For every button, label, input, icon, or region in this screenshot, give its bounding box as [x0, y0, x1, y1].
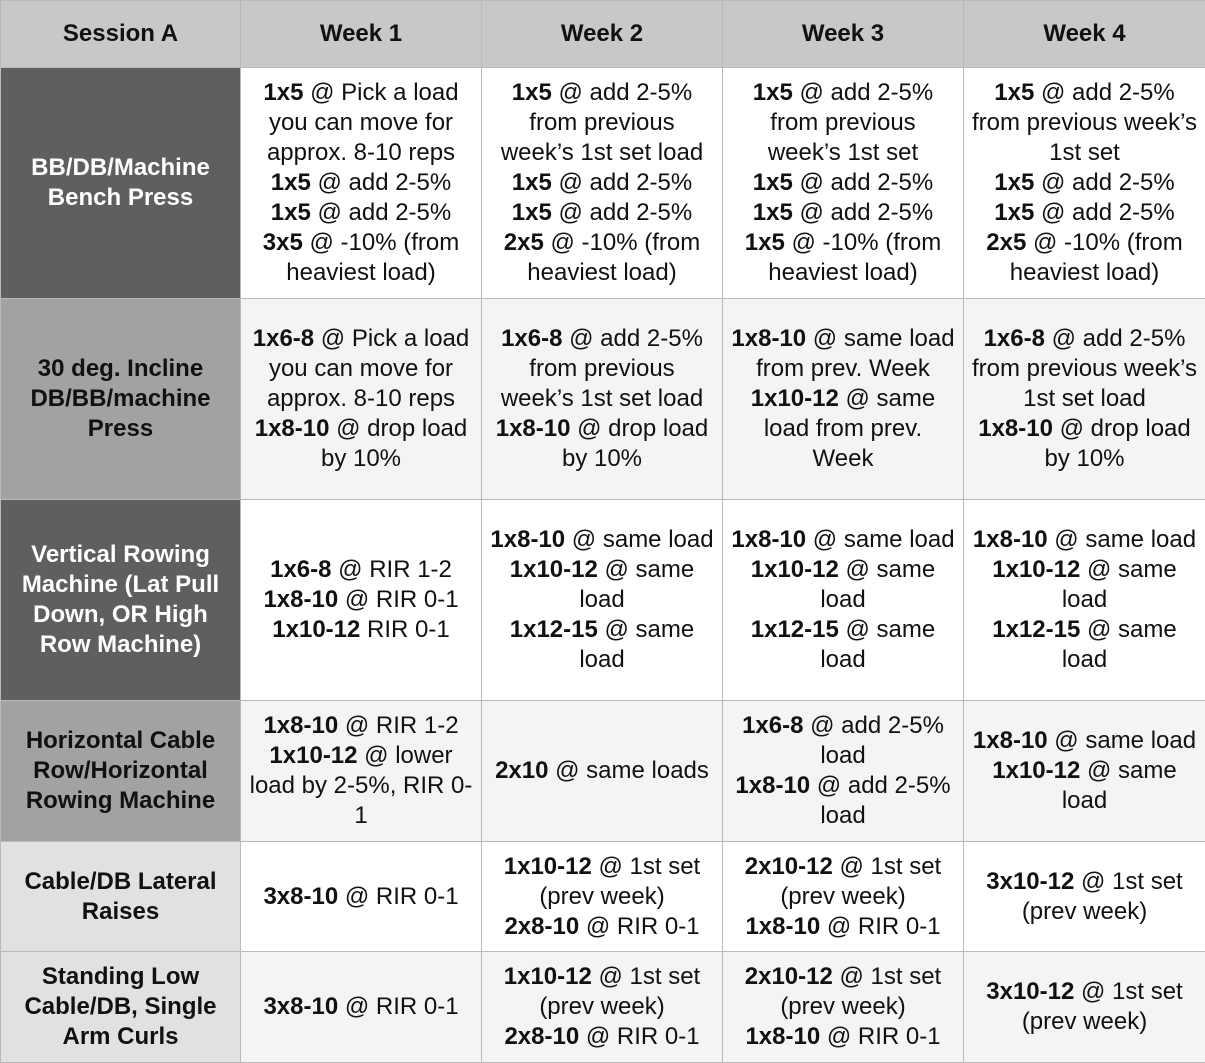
set-prescription — [490, 324, 714, 414]
set-scheme: 1x10-12 — [269, 742, 357, 769]
set-prescription — [972, 78, 1197, 168]
table-row — [1, 299, 1205, 500]
set-scheme: 1x5 — [753, 169, 793, 196]
set-prescription — [731, 168, 955, 198]
set-prescription — [972, 198, 1197, 228]
set-instruction: @ same load — [1062, 757, 1177, 814]
set-scheme: 1x8-10 — [263, 712, 338, 739]
set-instruction: @ same load from prev. Week — [756, 325, 955, 382]
set-scheme: 1x10-12 — [504, 853, 592, 880]
set-prescription — [249, 324, 473, 414]
week-cell — [482, 500, 723, 701]
set-prescription — [972, 555, 1197, 615]
set-scheme: 1x8-10 — [731, 325, 806, 352]
set-prescription — [972, 615, 1197, 675]
set-scheme: 2x5 — [504, 229, 544, 256]
set-instruction: @ 1st set (prev week) — [780, 963, 941, 1020]
set-scheme: 2x10-12 — [745, 853, 833, 880]
week-cell — [964, 952, 1205, 1063]
set-prescription — [490, 615, 714, 675]
exercise-name: BB/DB/Machine Bench Press — [1, 68, 241, 299]
set-prescription — [972, 324, 1197, 414]
set-prescription — [249, 228, 473, 288]
set-instruction: @ Pick a load you can move for approx. 8-10 reps — [267, 79, 459, 166]
set-prescription — [972, 525, 1197, 555]
set-instruction: @ RIR 0-1 — [338, 993, 458, 1020]
week-cell — [482, 842, 723, 952]
set-instruction: @ same load — [820, 556, 935, 613]
set-instruction: @ add 2-5% — [1034, 199, 1174, 226]
set-scheme: 1x8-10 — [745, 1023, 820, 1050]
set-prescription — [731, 555, 955, 615]
week-cell — [482, 701, 723, 842]
set-prescription — [490, 912, 714, 942]
set-scheme: 1x8-10 — [745, 913, 820, 940]
set-instruction: @ add 2-5% from previous week’s 1st set — [972, 79, 1197, 166]
set-instruction: @ RIR 0-1 — [579, 913, 699, 940]
set-instruction: @ drop load by 10% — [321, 415, 467, 472]
set-instruction: @ RIR 0-1 — [579, 1023, 699, 1050]
set-prescription — [731, 962, 955, 1022]
set-prescription — [249, 615, 473, 645]
set-instruction: @ same loads — [548, 757, 708, 784]
set-prescription — [249, 414, 473, 474]
set-instruction: @ -10% (from heaviest load) — [286, 229, 459, 286]
set-scheme: 2x10 — [495, 757, 548, 784]
set-scheme: 1x10-12 — [751, 556, 839, 583]
set-instruction: @ same load — [579, 616, 694, 673]
set-scheme: 1x8-10 — [255, 415, 330, 442]
set-scheme: 1x5 — [512, 199, 552, 226]
week-cell — [241, 68, 482, 299]
set-prescription — [490, 1022, 714, 1052]
set-scheme: 1x5 — [512, 79, 552, 106]
set-scheme: 1x10-12 — [504, 963, 592, 990]
set-prescription — [490, 198, 714, 228]
set-scheme: 1x6-8 — [270, 556, 331, 583]
week-cell — [482, 68, 723, 299]
set-scheme: 1x6-8 — [742, 712, 803, 739]
table-row — [1, 842, 1205, 952]
set-prescription — [972, 867, 1197, 927]
set-instruction: @ add 2-5% — [311, 169, 451, 196]
week-cell — [241, 842, 482, 952]
set-scheme: 1x5 — [271, 169, 311, 196]
set-instruction: @ RIR 0-1 — [820, 913, 940, 940]
set-instruction: @ RIR 1-2 — [332, 556, 452, 583]
set-scheme: 3x5 — [263, 229, 303, 256]
set-instruction: @ add 2-5% load — [803, 712, 943, 769]
set-scheme: 1x8-10 — [263, 586, 338, 613]
set-prescription — [731, 1022, 955, 1052]
table-row — [1, 952, 1205, 1063]
set-scheme: 1x8-10 — [496, 415, 571, 442]
set-prescription — [249, 882, 473, 912]
set-scheme: 1x12-15 — [992, 616, 1080, 643]
set-prescription — [731, 615, 955, 675]
set-instruction: RIR 0-1 — [360, 616, 449, 643]
table-row — [1, 701, 1205, 842]
week-cell — [723, 952, 964, 1063]
set-instruction: @ same load — [1062, 616, 1177, 673]
set-prescription — [490, 756, 714, 786]
set-instruction: @ add 2-5% from previous week’s 1st set load — [501, 79, 703, 166]
set-instruction: @ same load — [806, 526, 954, 553]
set-prescription — [249, 78, 473, 168]
set-scheme: 3x8-10 — [263, 883, 338, 910]
set-prescription — [249, 992, 473, 1022]
set-instruction: @ 1st set (prev week) — [539, 853, 700, 910]
set-instruction: @ 1st set (prev week) — [1022, 868, 1183, 925]
header-week-4: Week 4 — [964, 1, 1205, 68]
set-prescription — [490, 852, 714, 912]
set-instruction: @ add 2-5% — [1034, 169, 1174, 196]
set-prescription — [490, 78, 714, 168]
set-prescription — [972, 726, 1197, 756]
set-prescription — [731, 384, 955, 474]
set-instruction: @ add 2-5% load — [810, 772, 950, 829]
set-prescription — [249, 555, 473, 585]
set-instruction: @ RIR 0-1 — [338, 586, 458, 613]
set-scheme: 2x5 — [986, 229, 1026, 256]
set-instruction: @ RIR 0-1 — [338, 883, 458, 910]
header-row — [1, 1, 1205, 68]
set-scheme: 1x10-12 — [510, 556, 598, 583]
set-prescription — [972, 756, 1197, 816]
set-scheme: 1x8-10 — [973, 526, 1048, 553]
set-instruction: @ -10% (from heaviest load) — [768, 229, 941, 286]
set-scheme: 1x6-8 — [984, 325, 1045, 352]
week-cell — [241, 701, 482, 842]
set-scheme: 1x6-8 — [501, 325, 562, 352]
set-scheme: 1x10-12 — [272, 616, 360, 643]
header-week-2: Week 2 — [482, 1, 723, 68]
exercise-name: Standing Low Cable/DB, Single Arm Curls — [1, 952, 241, 1063]
set-prescription — [249, 585, 473, 615]
set-instruction: @ add 2-5% from previous week’s 1st set load — [972, 325, 1197, 412]
set-scheme: 1x12-15 — [751, 616, 839, 643]
set-instruction: @ add 2-5% — [552, 169, 692, 196]
week-cell — [964, 701, 1205, 842]
week-cell — [482, 299, 723, 500]
set-prescription — [731, 78, 955, 168]
week-cell — [964, 299, 1205, 500]
set-prescription — [972, 977, 1197, 1037]
set-prescription — [731, 525, 955, 555]
set-scheme: 1x8-10 — [973, 727, 1048, 754]
set-instruction: @ same load — [820, 616, 935, 673]
set-instruction: @ Pick a load you can move for approx. 8-10 reps — [267, 325, 469, 412]
week-cell — [482, 952, 723, 1063]
week-cell — [241, 299, 482, 500]
set-scheme: 1x5 — [994, 169, 1034, 196]
table-row — [1, 500, 1205, 701]
set-scheme: 1x8-10 — [490, 526, 565, 553]
set-prescription — [490, 168, 714, 198]
set-prescription — [249, 711, 473, 741]
set-scheme: 2x8-10 — [504, 1023, 579, 1050]
set-scheme: 1x5 — [994, 199, 1034, 226]
set-instruction: @ RIR 0-1 — [820, 1023, 940, 1050]
set-instruction: @ same load — [1048, 727, 1196, 754]
set-scheme: 2x8-10 — [504, 913, 579, 940]
set-prescription — [490, 962, 714, 1022]
set-instruction: @ add 2-5% — [311, 199, 451, 226]
set-scheme: 3x10-12 — [986, 868, 1074, 895]
set-prescription — [972, 228, 1197, 288]
set-scheme: 2x10-12 — [745, 963, 833, 990]
set-instruction: @ -10% (from heaviest load) — [527, 229, 700, 286]
set-scheme: 1x6-8 — [253, 325, 314, 352]
week-cell — [964, 842, 1205, 952]
set-instruction: @ RIR 1-2 — [338, 712, 458, 739]
set-scheme: 1x5 — [994, 79, 1034, 106]
set-scheme: 1x10-12 — [992, 556, 1080, 583]
week-cell — [723, 299, 964, 500]
set-scheme: 1x5 — [271, 199, 311, 226]
set-instruction: @ lower load by 2-5%, RIR 0-1 — [250, 742, 473, 829]
set-scheme: 1x5 — [263, 79, 303, 106]
set-prescription — [731, 711, 955, 771]
exercise-name: Cable/DB Lateral Raises — [1, 842, 241, 952]
set-instruction: @ same load — [579, 556, 694, 613]
exercise-name: 30 deg. Incline DB/BB/machine Press — [1, 299, 241, 500]
header-week-3: Week 3 — [723, 1, 964, 68]
set-instruction: @ add 2-5% — [552, 199, 692, 226]
set-instruction: @ 1st set (prev week) — [1022, 978, 1183, 1035]
set-instruction: @ same load from prev. Week — [764, 385, 935, 472]
set-scheme: 1x8-10 — [735, 772, 810, 799]
set-prescription — [249, 168, 473, 198]
week-cell — [723, 701, 964, 842]
week-cell — [964, 500, 1205, 701]
set-instruction: @ same load — [1062, 556, 1177, 613]
week-cell — [964, 68, 1205, 299]
set-prescription — [490, 555, 714, 615]
set-scheme: 3x10-12 — [986, 978, 1074, 1005]
set-prescription — [490, 414, 714, 474]
set-instruction: @ add 2-5% from previous week’s 1st set load — [501, 325, 703, 412]
set-scheme: 1x5 — [753, 79, 793, 106]
week-cell — [723, 842, 964, 952]
set-prescription — [490, 525, 714, 555]
set-prescription — [731, 324, 955, 384]
set-scheme: 1x10-12 — [992, 757, 1080, 784]
set-instruction: @ same load — [565, 526, 713, 553]
set-scheme: 1x10-12 — [751, 385, 839, 412]
header-week-1: Week 1 — [241, 1, 482, 68]
week-cell — [241, 952, 482, 1063]
set-scheme: 1x5 — [512, 169, 552, 196]
set-instruction: @ 1st set (prev week) — [539, 963, 700, 1020]
set-instruction: @ 1st set (prev week) — [780, 853, 941, 910]
set-instruction: @ add 2-5% — [793, 199, 933, 226]
set-instruction: @ same load — [1048, 526, 1196, 553]
set-prescription — [490, 228, 714, 288]
header-session: Session A — [1, 1, 241, 68]
week-cell — [723, 68, 964, 299]
set-instruction: @ add 2-5% — [793, 169, 933, 196]
set-scheme: 1x5 — [745, 229, 785, 256]
set-prescription — [731, 198, 955, 228]
set-prescription — [731, 771, 955, 831]
set-prescription — [731, 852, 955, 912]
set-instruction: @ drop load by 10% — [1044, 415, 1190, 472]
set-prescription — [249, 741, 473, 831]
set-scheme: 3x8-10 — [263, 993, 338, 1020]
set-scheme: 1x8-10 — [731, 526, 806, 553]
set-instruction: @ add 2-5% from previous week’s 1st set — [768, 79, 933, 166]
set-scheme: 1x5 — [753, 199, 793, 226]
set-prescription — [972, 414, 1197, 474]
set-prescription — [249, 198, 473, 228]
week-cell — [723, 500, 964, 701]
week-cell — [241, 500, 482, 701]
set-instruction: @ drop load by 10% — [562, 415, 708, 472]
set-prescription — [731, 228, 955, 288]
set-prescription — [731, 912, 955, 942]
set-prescription — [972, 168, 1197, 198]
set-scheme: 1x12-15 — [510, 616, 598, 643]
table-row — [1, 68, 1205, 299]
exercise-name: Horizontal Cable Row/Horizontal Rowing Machine — [1, 701, 241, 842]
set-instruction: @ -10% (from heaviest load) — [1010, 229, 1183, 286]
set-scheme: 1x8-10 — [978, 415, 1053, 442]
exercise-name: Vertical Rowing Machine (Lat Pull Down, OR High Row Machine) — [1, 500, 241, 701]
